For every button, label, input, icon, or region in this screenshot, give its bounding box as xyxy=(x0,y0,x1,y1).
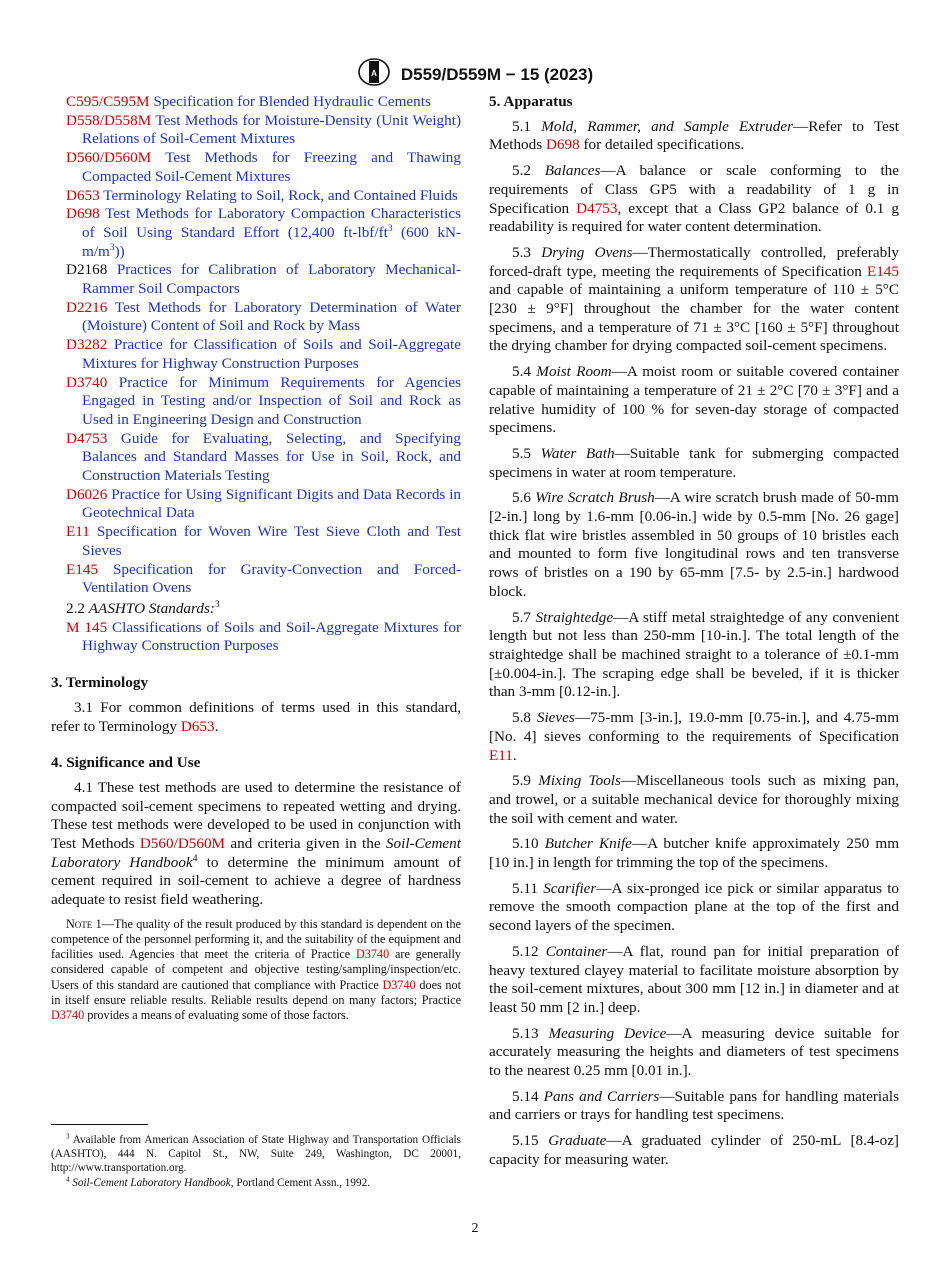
reference-item xyxy=(51,205,461,261)
terminology-heading: 3. Terminology xyxy=(51,674,149,692)
reference-item xyxy=(51,299,461,336)
apparatus-term: Butcher Knife xyxy=(544,835,632,853)
apparatus-term: Mixing Tools xyxy=(538,772,621,790)
reference-item xyxy=(51,523,461,560)
reference-item xyxy=(51,430,461,486)
right-column xyxy=(489,93,899,1177)
apparatus-heading: 5. Apparatus xyxy=(489,93,573,110)
ref-title[interactable]: Test Methods for Moisture-Density (Unit Weight) Relations of Soil-Cement Mixtures xyxy=(82,111,462,148)
apparatus-item: 5.6 Wire Scratch Brush—A wire scratch brush made of 50-mm [2-in.] long by 1.6-mm [0.06-in.] wide by 0.5-mm [No. 26 gage] thick flat wire bristles assembled in 50 groups of 10 bristles each and mounted to form five longitudinal rows and ten transverse rows of bristles on a 190 by 65-mm [7.5- by 2.5-in.] hardwood block. xyxy=(489,489,899,600)
reference-item xyxy=(51,561,461,598)
ref-code[interactable]: D3740 xyxy=(66,373,108,391)
apparatus-term: Drying Ovens xyxy=(541,243,633,261)
apparatus-item: 5.1 Mold, Rammer, and Sample Extruder—Refer to Test Methods D698 for detailed specifications. xyxy=(489,117,900,154)
apparatus-term: Graduate xyxy=(548,1132,607,1150)
apparatus-term: Scarifier xyxy=(543,879,597,897)
ref-code[interactable]: M 145 xyxy=(66,618,108,636)
footnote-divider xyxy=(51,1124,148,1125)
reference-item xyxy=(51,149,461,186)
terminology-paragraph: 3.1 For common definitions of terms used in this standard, refer to Terminology D653. xyxy=(51,698,461,735)
apparatus-term: Pans and Carriers xyxy=(543,1087,660,1105)
apparatus-term: Mold, Rammer, and Sample Extruder xyxy=(541,117,794,135)
apparatus-item: 5.7 Straightedge—A stiff metal straightedge of any convenient length but not less than 250-mm [10-in.]. The total length of the straightedge shall be machined straight to a tolerance of ±0.1-mm [±0.004-in.]. The scraping edge shall be beveled, if it is thicker than 3-mm [0.12-in.]. xyxy=(489,608,899,701)
ref-link-d560[interactable]: D560/D560M xyxy=(139,835,226,853)
ref-title[interactable]: Terminology Relating to Soil, Rock, and Contained Fluids xyxy=(103,186,458,204)
ref-code[interactable]: D560/D560M xyxy=(66,149,152,167)
ref-code: D2168 xyxy=(66,261,108,279)
ref-code[interactable]: D3282 xyxy=(66,336,108,354)
ref-link-d3740[interactable]: D3740 xyxy=(355,947,390,962)
apparatus-item: 5.12 Container—A flat, round pan for initial preparation of heavy textured clayey material to facilitate moisture absorption by the soil-cement mixtures, about 300 mm [12 in.] in diameter and at least 50 mm [2 in.] deep. xyxy=(489,942,899,1016)
left-column xyxy=(51,93,461,1023)
ref-title[interactable]: Test Methods for Freezing and Thawing Compacted Soil-Cement Mixtures xyxy=(82,149,461,185)
apparatus-item: 5.5 Water Bath—Suitable tank for submerging compacted specimens in water at room temperature. xyxy=(489,444,899,481)
ref-title[interactable]: Specification for Gravity-Convection and Forced-Ventilation Ovens xyxy=(82,560,462,597)
aashto-reference xyxy=(51,619,461,656)
footnotes xyxy=(51,1133,461,1190)
ref-code[interactable]: D4753 xyxy=(66,429,108,447)
apparatus-list xyxy=(489,118,899,1170)
apparatus-item: 5.11 Scarifier—A six-pronged ice pick or similar apparatus to remove the smooth compaction plane at the top of the first and second layers of the specimen. xyxy=(489,879,900,935)
ref-title[interactable]: Specification for Woven Wire Test Sieve Cloth and Test Sieves xyxy=(82,523,461,559)
ref-link-d3740[interactable]: D3740 xyxy=(51,1008,85,1023)
svg-text:A: A xyxy=(370,69,377,78)
ref-link[interactable]: E11 xyxy=(489,746,513,764)
apparatus-item: 5.10 Butcher Knife—A butcher knife approximately 250 mm [10 in.] in length for trimming the top of the specimens. xyxy=(489,835,900,872)
apparatus-term: Balances xyxy=(544,162,601,180)
ref-code[interactable]: C595/C595M xyxy=(66,93,150,110)
ref-link[interactable]: D4753 xyxy=(576,199,618,217)
reference-item xyxy=(51,336,461,373)
apparatus-item: 5.4 Moist Room—A moist room or suitable covered container capable of maintaining a temperature of 21 ± 2°C [70 ± 3°F] and a relative humidity of 100 % for seven-day storage of compacted specimens. xyxy=(489,363,900,437)
ref-link[interactable]: E145 xyxy=(866,262,899,280)
apparatus-term: Straightedge xyxy=(535,608,614,626)
apparatus-term: Wire Scratch Brush xyxy=(535,489,655,507)
reference-item xyxy=(51,486,461,523)
ref-link-d653[interactable]: D653 xyxy=(180,717,215,735)
reference-item xyxy=(51,374,461,430)
significance-heading: 4. Significance and Use xyxy=(51,754,201,772)
apparatus-term: Sieves xyxy=(536,709,575,727)
ref-title[interactable]: Specification for Blended Hydraulic Cements xyxy=(153,93,431,110)
ref-code[interactable]: E11 xyxy=(66,523,90,541)
ref-code[interactable]: D2216 xyxy=(66,298,108,316)
reference-item xyxy=(51,187,461,206)
note-1: Note 1—The quality of the result produced by this standard is dependent on the competence of the personnel performing it, and the suitability of the equipment and facilities used. Agencies that meet the criteria of Practice D3740 are generally considered capable of competent and objective testing/sampling/inspection/etc. Users of this standard are cautioned that compliance with Practice D3740 does not in itself ensure reliable results. Reliable results depend on many factors; Practice D3740 provides a means of evaluating some of those factors. xyxy=(51,916,462,1023)
ref-title[interactable]: Practice for Using Significant Digits and Data Records in Geotechnical Data xyxy=(82,485,462,522)
reference-item xyxy=(51,261,461,298)
ref-title[interactable]: Test Methods for Laboratory Compaction Characteristics of Soil Using Standard Effort (12,400 $ft-lbf/ft^3$ (600 $kN-m/m^3$)) xyxy=(82,205,461,260)
apparatus-term: Water Bath xyxy=(540,444,615,462)
page-number: 2 xyxy=(471,1221,479,1236)
ref-code[interactable]: E145 xyxy=(66,560,99,578)
ref-title[interactable]: Guide for Evaluating, Selecting, and Specifying Balances and Standard Masses for Use in Soil, Rock, and Construction Materials Testing xyxy=(82,429,461,485)
ref-title[interactable]: Practices for Calibration of Laboratory Mechanical-Rammer Soil Compactors xyxy=(82,261,461,298)
ref-link-d3740[interactable]: D3740 xyxy=(382,977,416,992)
referenced-documents-list xyxy=(51,93,461,598)
apparatus-item: 5.2 Balances—A balance or scale conforming to the requirements of Class GP5 with a readability of 1 g in Specification D4753, except that a Class GP2 balance of 0.1 g readability is required for water content determination. xyxy=(489,162,900,236)
ref-code[interactable]: D653 xyxy=(66,186,100,204)
ref-title[interactable]: Practice for Minimum Requirements for Agencies Engaged in Testing and/or Inspection of Soil and Rock as Used in Engineering Design and Construction xyxy=(82,373,462,428)
reference-item xyxy=(51,93,461,112)
ref-link[interactable]: D698 xyxy=(545,136,580,154)
ref-code[interactable]: D698 xyxy=(66,205,100,223)
apparatus-item: 5.15 Graduate—A graduated cylinder of 250-mL [8.4-oz] capacity for measuring water. xyxy=(489,1132,899,1168)
astm-logo-icon xyxy=(357,57,391,92)
ref-title[interactable]: Practice for Classification of Soils and Soil-Aggregate Mixtures for Highway Construction Purposes xyxy=(82,336,462,372)
reference-item xyxy=(51,112,461,149)
ref-title[interactable]: Classifications of Soils and Soil-Aggregate Mixtures for Highway Construction Purposes xyxy=(82,618,462,655)
apparatus-item: 5.8 Sieves—75-mm [3-in.], 19.0-mm [0.75-in.], and 4.75-mm [No. 4] sieves conforming to the requirements of Specification E11. xyxy=(489,709,900,764)
footnote-4: $^4$ Soil-Cement Laboratory Handbook, Portland Cement Assn., 1992. xyxy=(66,1174,370,1189)
apparatus-term: Moist Room xyxy=(536,363,612,381)
ref-code[interactable]: D558/D558M xyxy=(66,111,152,129)
apparatus-item: 5.13 Measuring Device—A measuring device suitable for accurately measuring the heights and diameters of test specimens to the nearest 0.25 mm [0.01 in.]. xyxy=(489,1024,899,1080)
apparatus-item: 5.14 Pans and Carriers—Suitable pans for handling materials and carriers or trays for handling test specimens. xyxy=(489,1087,899,1124)
apparatus-item: 5.3 Drying Ovens—Thermostatically controlled, preferably forced-draft type, meeting the requirements of Specification E145 and capable of maintaining a uniform temperature of 110 ± 5°C [230 ± 9°F] throughout the chamber for the water content specimens, and a temperature of 71 ± 3°C [160 ± 5°F] throughout the drying chamber for drying compacted soil-cement specimens. xyxy=(489,243,900,355)
footnote-3: $^3$ Available from American Association of State Highway and Transportation Officials (AASHTO), 444 N. Capitol St., NW, Suite 249, Washington, DC 20001, http://www.transportation.org. xyxy=(51,1132,461,1175)
ref-title[interactable]: Test Methods for Laboratory Determination of Water (Moisture) Content of Soil and Rock by Mass xyxy=(82,298,461,335)
apparatus-item: 5.9 Mixing Tools—Miscellaneous tools such as mixing pan, and trowel, or a suitable mechanical device for thoroughly mixing the soil with cement and water. xyxy=(489,772,900,827)
standard-designation: D559/D559M − 15 (2023) xyxy=(400,64,594,84)
apparatus-term: Container xyxy=(545,942,608,960)
apparatus-term: Measuring Device xyxy=(548,1024,667,1042)
ref-code[interactable]: D6026 xyxy=(66,485,108,503)
aashto-heading: 2.2 AASHTO Standards:$^3$ xyxy=(66,599,220,617)
significance-paragraph: 4.1 These test methods are used to determine the resistance of compacted soil-cement specimens to repeated wetting and drying. These test methods were developed to be used in conjunction with Test Methods D560/D560M and criteria given in the Soil-Cement Laboratory Handbook$^4$ to determine the minimum amount of cement required in soil-cement to achieve a degree of hardness adequate to resist field weathering. xyxy=(51,778,461,909)
page-header xyxy=(0,57,950,92)
